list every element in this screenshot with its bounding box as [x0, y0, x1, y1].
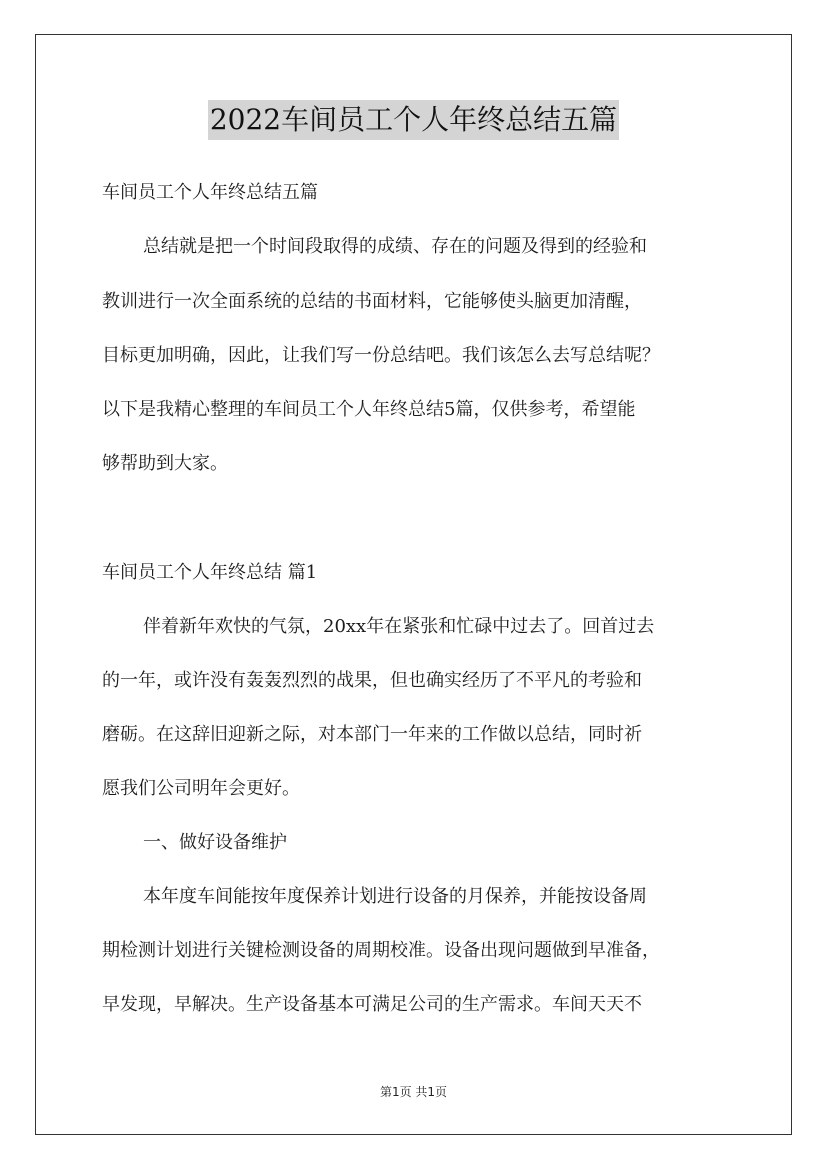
body-paragraph-line: 的一年，或许没有轰轰烈烈的战果，但也确实经历了不平凡的考验和	[102, 670, 642, 691]
intro-paragraph-line: 教训进行一次全面系统的总结的书面材料，它能够使头脑更加清醒，	[102, 291, 642, 312]
intro-paragraph-line: 够帮助到大家。	[102, 453, 228, 474]
page-footer: 第1页 共1页	[379, 1085, 448, 1099]
body-paragraph-line: 本年度车间能按年度保养计划进行设备的月保养，并能按设备周	[143, 886, 647, 907]
subsection-heading: 一、做好设备维护	[143, 832, 287, 853]
document-title: 2022车间员工个人年终总结五篇	[208, 100, 619, 140]
body-paragraph-line: 期检测计划进行关键检测设备的周期校准。设备出现问题做到早准备，	[102, 940, 660, 961]
intro-paragraph-line: 目标更加明确，因此，让我们写一份总结吧。我们该怎么去写总结呢？	[102, 345, 660, 366]
section-heading: 车间员工个人年终总结 篇1	[102, 562, 318, 583]
body-paragraph-line: 愿我们公司明年会更好。	[102, 778, 300, 799]
intro-paragraph-line: 以下是我精心整理的车间员工个人年终总结5篇，仅供参考，希望能	[102, 399, 636, 420]
subtitle-line: 车间员工个人年终总结五篇	[102, 182, 318, 203]
body-paragraph-line: 伴着新年欢快的气氛，20xx年在紧张和忙碌中过去了。回首过去	[143, 616, 655, 637]
intro-paragraph-line: 总结就是把一个时间段取得的成绩、存在的问题及得到的经验和	[143, 236, 647, 257]
body-paragraph-line: 早发现，早解决。生产设备基本可满足公司的生产需求。车间天天不	[102, 994, 642, 1015]
title-container	[0, 100, 827, 140]
body-paragraph-line: 磨砺。在这辞旧迎新之际，对本部门一年来的工作做以总结，同时祈	[102, 724, 642, 745]
